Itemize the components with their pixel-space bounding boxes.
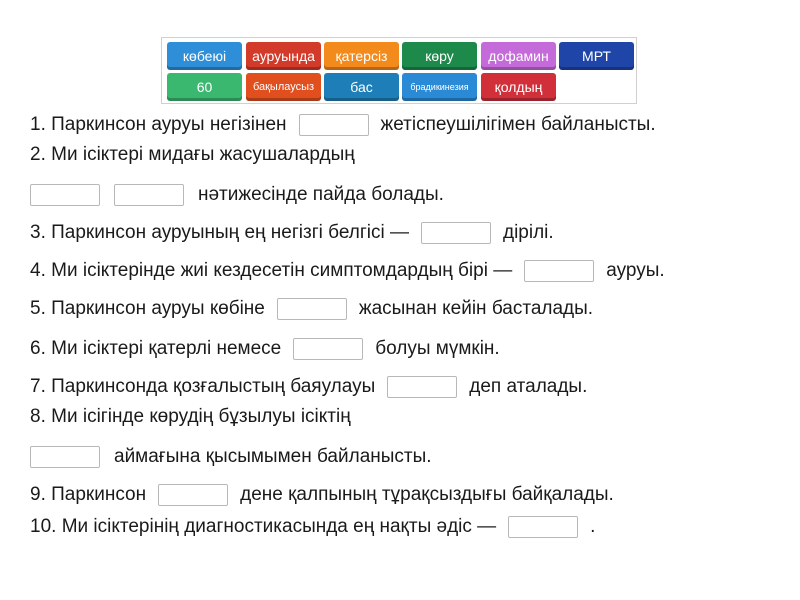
word-tile[interactable]: дофамин bbox=[481, 42, 556, 70]
answer-blank[interactable] bbox=[508, 516, 578, 538]
sentence-text: . bbox=[590, 516, 596, 537]
sentence-text: 2. Ми ісіктері мидағы жасушалардың bbox=[30, 144, 355, 165]
sentence-text: аймағына қысымымен байланысты. bbox=[114, 446, 432, 467]
sentence-line bbox=[30, 259, 665, 283]
sentence-text: дене қалпының тұрақсыздығы байқалады. bbox=[240, 484, 614, 505]
sentence-line bbox=[30, 445, 432, 469]
sentence-line bbox=[30, 405, 351, 429]
sentence-text: 6. Ми ісіктері қатерлі немесе bbox=[30, 338, 282, 359]
sentence-line bbox=[30, 297, 593, 321]
sentence-text: деп аталады. bbox=[469, 376, 588, 397]
sentence-text: жетіспеушілігімен байланысты. bbox=[380, 114, 656, 135]
sentence-text: 8. Ми ісігінде көрудің бұзылуы ісіктің bbox=[30, 406, 351, 427]
answer-blank[interactable] bbox=[158, 484, 228, 506]
answer-blank[interactable] bbox=[30, 446, 100, 468]
sentence-text: 5. Паркинсон ауруы көбіне bbox=[30, 298, 265, 319]
word-bank bbox=[161, 37, 637, 104]
answer-blank[interactable] bbox=[293, 338, 363, 360]
sentence-text: ауруы. bbox=[606, 260, 665, 281]
sentence-text: 4. Ми ісіктерінде жиі кездесетін симптомдардың бірі — bbox=[30, 260, 513, 281]
sentence-line bbox=[30, 221, 554, 245]
word-tile[interactable]: брадикинезия bbox=[402, 73, 477, 101]
answer-blank[interactable] bbox=[30, 184, 100, 206]
sentence-text: жасынан кейін басталады. bbox=[358, 298, 594, 319]
sentence-text: дірілі. bbox=[503, 222, 554, 243]
sentence-line bbox=[30, 143, 355, 167]
word-tile[interactable]: бас bbox=[324, 73, 399, 101]
word-tile[interactable]: бақылаусыз bbox=[246, 73, 321, 101]
answer-blank[interactable] bbox=[114, 184, 184, 206]
sentence-text: 10. Ми ісіктерінің диагностикасында ең нақты әдіс — bbox=[30, 516, 497, 537]
answer-blank[interactable] bbox=[387, 376, 457, 398]
answer-blank[interactable] bbox=[299, 114, 369, 136]
sentence-line bbox=[30, 113, 656, 137]
word-tile[interactable]: қатерсіз bbox=[324, 42, 399, 70]
sentence-text: 1. Паркинсон ауруы негізінен bbox=[30, 114, 287, 135]
sentence-text: 3. Паркинсон ауруының ең негізгі белгісі — bbox=[30, 222, 409, 243]
sentence-text: 9. Паркинсон bbox=[30, 484, 147, 505]
word-tile[interactable]: көбеюі bbox=[167, 42, 242, 70]
sentence-text: нәтижесінде пайда болады. bbox=[198, 184, 444, 205]
sentence-line bbox=[30, 375, 587, 399]
word-tile[interactable]: ауруында bbox=[246, 42, 321, 70]
answer-blank[interactable] bbox=[277, 298, 347, 320]
word-tile[interactable]: 60 bbox=[167, 73, 242, 101]
sentence-line bbox=[30, 337, 500, 361]
answer-blank[interactable] bbox=[524, 260, 594, 282]
word-tile[interactable]: қолдың bbox=[481, 73, 556, 101]
word-tile[interactable]: көру bbox=[402, 42, 477, 70]
sentence-line bbox=[30, 483, 614, 507]
sentence-line bbox=[30, 183, 444, 207]
sentence-text: 7. Паркинсонда қозғалыстың баяулауы bbox=[30, 376, 376, 397]
word-tile[interactable]: МРТ bbox=[559, 42, 634, 70]
sentence-text: болуы мүмкін. bbox=[375, 338, 500, 359]
sentence-line bbox=[30, 515, 595, 539]
answer-blank[interactable] bbox=[421, 222, 491, 244]
